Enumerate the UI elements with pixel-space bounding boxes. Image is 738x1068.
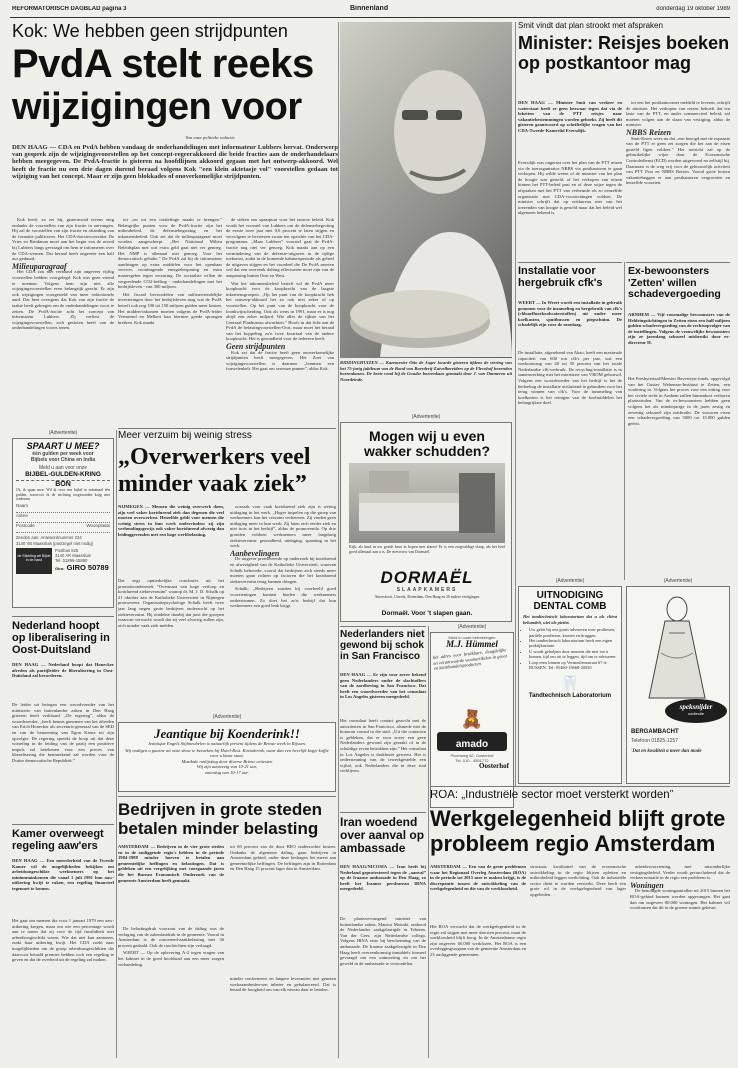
iran-title: Iran woedend over aanval op ambassade bbox=[340, 816, 425, 855]
lead-col-3: de steken een spaarpuut voor het tauwse beleid. Kok wordt het voorstel van Lubbers om de defensiebegroting de eerste twee jaar met 0,6 procent te laten stijgen en vervolgens te bevriezen zwaar ten opzichte van het CDA-programma. „Maar Lubbers” voorstel gaat de PvdA-fractie nog niet ver genoeg. Kok maakt aan op een vermindering van de defensie-uitgaven in de tijdige toekomst, zodat in de komende kabinetsperiode als geheel de uitgaven stijgen en het voordeel die De PvdA moeten wel dat een overeenk dalting effectueren moet zijn van de aanpassing buiten Oost en West. Wat het inkomensbeleid betreft wil de PvdA meer koopkracht voor de koopkracht van de laagste inkomensgroepen. „Op het punt van de koopkracht heb het ontwerp-akkoord het zo ook niet zeker of op voorstellen. Op het punt van de koopkracht voor de loonkwijtscheiding. Ook als wens in 1991, maar er is nog altijd een zeker miljard. Wie alles de rijkste van het Centraal Planbureau afwachten.” Hoofs in dat licht aan de PvdA de belastingvoorstellen-Oort, maar moet het beraad van het koppeling zo'n twee kwartaal van de andere koopkracht. Het is gezondheid voor de iedereen heeft. Geen strijdpunten Kok zei dat de fractie heeft geen onoverkomelijke strijdpunten heeft meegegeven. Het Zoet van wijzigingsvoorstellen is daarmee „lemmen een fouwelenhelt. Het gaat om serieuze punten”, aldus Kok. bbox=[226, 217, 334, 372]
ad-spek-brand2: confectie bbox=[687, 711, 704, 716]
ad-dormael bbox=[340, 422, 512, 622]
bedrijven-col-2: tot 60 procent van de door BEO onderzochte kosten. Ondanks de algemene daling, gaan bedrijven in Amsterdam gebied, onder deze bedragen het meest aan gemeentelijke heffingen. De heffingen zijn in Rotterdam en Den Haag 15 procent lager dan in Amsterdam. bbox=[230, 844, 336, 872]
ad1-giro bbox=[55, 563, 109, 572]
lead-intro: DEN HAAG — CDA en PvdA hebben vandaag de onderhandelingen met informateur Lubbers hervat. Onderwerp van gesprek zijn de wijzigingsvoorstellen op het concept-regeerakkoord die beide fracties aan de onderhandelaars hebben meegegeven. De PvdA-fractie is gisteren na hoofdlijnen akkoord gegaan met het ontwerp-akkoord. Wel heeft de fractie nu een drie dagen durend beraad volgens Kok "een klein aktetasje vol" voorstellen gedaan tot wijziging van het concept. Maar er zijn geen blokkades of onoverkomelijke strijdpunten. bbox=[12, 144, 338, 180]
ad1-line3: Bijbels voor China en India bbox=[30, 457, 96, 463]
cfk-intro: WEERT — In Weert wordt een installatie in gebruik genomen voor de inzameling en hergebruik van cfk's (chloorfluorkoolwaterstoffen) uit onder meer koelkasten, spuitbussen en piepschuim. De schadelijk zijn voor de ozonlaag. bbox=[518, 300, 622, 328]
koenig-l3: Muzikale omlijsting door diverse Brinse artiesten bbox=[181, 758, 273, 764]
ad1-line2: één gulden per week voor bbox=[32, 451, 94, 457]
header-date: donderdag 19 oktober 1989 bbox=[656, 6, 730, 12]
hummel-addr: Pioenweg 62, Oosterhof bbox=[450, 753, 494, 758]
lead-title-1: PvdA stelt reeks bbox=[12, 44, 314, 86]
speksnijder-logo bbox=[665, 699, 727, 723]
lead-subhead-strijd: Geen strijdpunten bbox=[226, 342, 286, 352]
rule bbox=[518, 262, 622, 263]
exbew-title: Ex-bewoonsters 'Zetten' willen schadevergoeding bbox=[628, 266, 721, 300]
minister-subhead: NBBS Reizen bbox=[626, 127, 672, 137]
rule bbox=[12, 616, 114, 617]
bedrijven-intro: AMSTERDAM — Bedrijven in de vier grote steden en in de omliggende regio's hebben in de periode 1984-1988 minder hoeven te betalen aan gemeentelijke heffingen en belastingen. Dat is gebleken uit een vergelijking met voorgaande jaren die het Bureau Economisch Onderzoek van de gemeente Amsterdam heeft gemaakt. bbox=[118, 844, 224, 883]
koenig-title: Jeantique bij Koenderink!! bbox=[154, 726, 300, 741]
hummel-name: M.J. Hümmel bbox=[446, 639, 498, 649]
rule bbox=[624, 262, 625, 580]
roa-title: Werkgelegenheid blijft grote probleem regio Amsterdam bbox=[430, 806, 726, 856]
roa-col-2: structuur, kwalitatief van de economische ontwikkeling in de regio blijven opletten en milieubeleid leggen verdichting. Ook de industriële sector dient te worden versterkt. Deze heeft een grote rol in de werkgelegenheid van lager opgeleiden. bbox=[530, 864, 626, 897]
rule bbox=[430, 786, 730, 787]
rule bbox=[12, 824, 114, 825]
exbew-body: Het Presbyteriaal/Meester Ravesteyn-fonds, opgevolgd van het Gustav Wehenaar-Instituut te Zetten, een vordering in. Volgens het proces voor een zitting voor het civiele recht in Arnhem zullen binnenkort verhoren plaatsvinden. Van de ex-bewoonsters hebben geen volgens het als minderjarige in de jaren zestig en zeventig seksueel zijn misbruikt. De vrouwen eisen een schadevergoeding van 5000 tot 15.000 gulden geëist. bbox=[628, 376, 730, 426]
ad1-logo: de Stichting wil Bijbel in de hand bbox=[16, 548, 52, 574]
column-rule bbox=[116, 430, 117, 1058]
koenig-l1: Jeantique Engels Stijlmeubelen is natuurlijk present tijdens de Brinse week in Rijssen. bbox=[147, 741, 307, 746]
ad1-bon-text: JA, ik spaar mee. Wil ik voor een bijbel te minimaal één gulden, waarvoor ik de stichting toegezonden krijg met wederom bbox=[16, 488, 110, 501]
ad1-line1: SPAART U MEE? bbox=[26, 441, 100, 451]
bed-photo bbox=[349, 463, 505, 543]
list-item: • Het tandtechnisch laboratorium heeft een eigen praktijkruimte. bbox=[529, 638, 617, 649]
ad-label: (Advertentie) bbox=[457, 624, 487, 630]
lead-col-1: Kok heeft, zo zei hij, gisteravond tevens enig ondanks de voorstellen van zijn fractie in ontvangen. Hij zal de voorstellen van zijn fractie en aftanding van de formatie publiceren. Het CDA-fractievoorzitter De Vries en Brinkman moet aan het begin van de avond bij Lubbers langs gevraagd om hem te informeren over de CDA-wensen. Dat beraad heeft ongeveer een half uur geduurd. Milieuparagraaf Het CDA zou niet verbaasd zijn ongeveer vijftig voorstellen hebben voorgelegd. Kok was geen vriend te noemen. Volgens hem zijn niet alle wijzigingsvoorstellen even belangrijk geacht. Er zijn ook wijzigingen voorgesteld van meer redactionele aard. Dat heet overigens dat Kok van zijn fractie de taakte heeft gekregen om de onderhandelingen voort te zetten. De PvdA-fractie acht het concept van informateur Lubbers. Zij verliest de wijzigingsvoorstellen, zich gesloten heeft van de onderhandelingen voorts tonen. bbox=[12, 217, 114, 331]
ad-spek-slogan: 'Dat en kwaliteit a meer dan mode bbox=[631, 749, 702, 754]
ad1-giro-label: Giro: bbox=[55, 565, 65, 571]
rule bbox=[626, 262, 730, 263]
column-rule bbox=[428, 626, 429, 1058]
rule bbox=[340, 626, 426, 627]
ad1-line5: BIJBEL-GULDEN-KRING bbox=[25, 471, 101, 478]
gerec-intro: DEN HAAG — Nederland hoopt dat Honecker afreden als partijleider de liberalisering in Oost-Duitsland zal bevorderen. bbox=[12, 662, 114, 679]
ad-hummel bbox=[430, 632, 514, 808]
roa-col-3: arbeidsvoorziening, met uitzonderlijke vestigingsbeleid. Verder wordt geconcludeerd dat de verkeerssituatie in de regio een probleem is. Woningen De benodigde woningaantallen tot 2015 binnen het ROA-gebied kunnen worden opgevangen. Het gaat dan om ongeveer 80.000 woningen. Het kabinet wil voorkomen dat dit in de groene ruimte gebeurt. bbox=[630, 864, 730, 911]
bedrijven-col-3: minder conformeert en langere leveranties met genoten werkzaamheden-sen inbeter en gebalanceerd. Dat is betaal de hoogheid om van elk niveau daar te betalen. bbox=[230, 976, 336, 993]
hummel-tel: Tel. 010 - 4551772 bbox=[455, 758, 489, 763]
figurine-icon: 🧸 bbox=[460, 709, 484, 730]
ad-spek-shop: BERGAMBACHT bbox=[631, 729, 679, 735]
ad-spek-brand: speksnijder bbox=[679, 703, 713, 711]
amado-logo bbox=[437, 732, 507, 751]
rule bbox=[118, 796, 336, 797]
minister-col-1: Eversdijk was ongerust over het plan van de PTT reizen via de toerorganisator NBBS via postkantoren te gaan verkopen. Hij wilde weten of de minister van het plan de hoogte was gesteld, of het verkopen van reizen binnen het PTT-beleid past en of deze wijze tegen de afspraken met het PTT van verbeurde als zo eenzelfde organisatie met CDA-voorzieningen voldoet. De minister schrijft dat op reisbureau niet van het toezenden van hoogte is gesteld maar dat het beleid wel algemeen bekend is. bbox=[518, 160, 622, 216]
hummel-list: hét adres voor bruikbare, deugdelijke en verantwoorde woonartikelen in groot en kleinhandelsproducten bbox=[432, 647, 508, 672]
minister-intro: DEN HAAG — Minister Smit van verkeer en waterstaat heeft er geen bezwaar tegen dat via de loketten van de PTT reisjes naar vakantiebestemmingen worden geboekt. Zij heeft dit gisteren geantwoord op schriftelijke vragen van het CDA-Tweede-Kamerlid Eversdijk. bbox=[518, 100, 622, 133]
list-item: • Loop eens binnen op Vermeulensstraat 67 te RUSSEN. Tel. 05460-15668-20030 bbox=[529, 660, 617, 671]
ad2-tagline: Dormaël. Voor 't slapen gaan. bbox=[381, 610, 473, 617]
overwerk-title: „Overwerkers veel minder vaak ziek” bbox=[118, 444, 311, 497]
header-left: REFORMATORISCH DAGBLAD pagina 3 bbox=[12, 6, 127, 12]
ad1-field-post[interactable] bbox=[16, 523, 110, 533]
ad1-org: Postbus 625 bbox=[55, 547, 79, 553]
minister-title: Minister: Reisjes boeken op postkantoor mag bbox=[518, 33, 730, 73]
roa-intro: AMSTERDAM — Een van de grote problemen waar het Regionaal Overleg Amsterdam (ROA) in de periode tot 2015 mee te maken krijgt, is de discrepantie tussen de ontwikkeling van de werkgelegenheid en die van de werkloosheid. bbox=[430, 864, 526, 892]
ad2-brand2: SLAAPKAMERS bbox=[396, 587, 458, 593]
kamer-intro: DEN HAAG — Een meerderheid van de Tweede Kamer wil de mogelijkheden bekijken om arbeidsongeschikte werknemers op het minimuminkomen die vanaf 1 juli 1991 hun aaw-uitkering kwijt te raken, een regeling financieel tegemoet te komen. bbox=[12, 858, 114, 891]
overwerk-col-1: Dat zegt opmerkelijke conclusies uit het promotieonderzoek "Overmaat van hoge verloop en kortdurend ziekteverzuim" waarop dr. M. J. D. Schalk op 21 oktober aan de Katholieke Universiteit in Nijmegen promoveert. Organisatiepsychologe Schalk heeft twee jaar lang negen grote bedrijven onderzocht op het ziekteverzuim. Hij ontdekte daarbij dat juist die groepen waarvan verwacht wordt dat zij veel afwezig zullen zijn, zich minder vaak ziek melden. bbox=[118, 578, 224, 628]
ad-speksnijder bbox=[626, 586, 730, 784]
ad-dental-subtitle: Het tandtechnisch laboratorium dat u als cliënt behandelt, wiel als pietlet. bbox=[523, 614, 617, 625]
exbew-intro: ARNHEM — Vijf voormalige bewoonsters van de Heldringstichtingen in Zetten eisen een half miljoen gulden schadevergoeding van de rechtsopvolger van de instellingen. Volgens de vrouwelijke bewoonsters zijn ze jarenlang seksueel misbruikt door ex-directeur H. bbox=[628, 312, 730, 345]
ad-label: (Advertentie) bbox=[663, 578, 693, 584]
kamer-body: Het gaat om mensen die voor 1 januari 1979 een aaw-uitkering kregen, maar om wie een percentage wordt aan te tonen dat zij voor de tijd invaliditeit niet arbeidsongeschikt waren. Wie dat niet kan aantonen, raakt haar uitkering kwijt. Het CDA zoekt naar mogelijkheden om de groep arbeidsongeschikten die daarvoor betaald premies hebben toch een regeling te geven en dat de overheid uit de regeling zal maken. bbox=[12, 918, 114, 963]
ad-dental-title: UITNODIGING DENTAL COMB bbox=[533, 590, 607, 612]
ad1-org3: Tel. 01899-15860 bbox=[55, 557, 88, 563]
iran-intro: DEN HAAG/NICOSIA — Iran heeft bij Nederland geprotesteerd tegen de „aanval” op de Iraanse ambassade in Den Haag, zo heeft het Iraanse persbureau IRNA meegedeeld. bbox=[340, 864, 426, 892]
overwerk-subhead: Aanbevelingen bbox=[230, 548, 280, 558]
ad1-field-post-label: Postcode bbox=[16, 522, 35, 528]
list-item: • U wordt geholpen door mensen die niet toe u komen, tijd om uit te leggen, tijd om te adviseren. bbox=[529, 649, 617, 660]
ad-label: (Advertentie) bbox=[411, 414, 441, 420]
ad1-send2: 3140 VB Maassluis (postzegel niet nodig) bbox=[16, 540, 94, 546]
overwerk-kicker: Meer verzuim bij weinig stress bbox=[118, 431, 252, 441]
ad1-giro-number: GIRO 50789 bbox=[66, 562, 109, 572]
ad-dental-comb bbox=[518, 586, 622, 784]
gerec-title: Nederland hoopt op liberalisering in Oost-Duitsland bbox=[12, 620, 110, 656]
ad2-title: Mogen wij u even wakker schudden? bbox=[363, 428, 491, 459]
hummel-header: Meld in oude betrekkingen bbox=[448, 635, 496, 640]
ad1-field-city-label: Woonplaats bbox=[86, 522, 110, 528]
lead-col-2: tot „en tot een totalefinge maakt te brengen.” Belangrijke punten voor de PvdA-fractie zijn het milieubeleid, de defensiebegroting en het inkomensbeleid. Ook zet dat de milieuparagraaf moet worden aangescherpt. „Het Nationaal Milieu Beleidsplan met wat extra geld gaat niet ver genoeg. Het NMP is allemaal niet genoeg. Voor het democratisch gehalte.” De PvdA zal bij de informateur aandringen op extra middelen voor het openbaar vervoer, voordragende energiebesparing en extra maatregelen tegen verzuring. De sociaalste willen de vergoedende CO2-heffing - onderhandelingen met het bedrijfsleven - van 300 miljoen. Het fiscaal bevoordelen van milieuvriendelijke investeringen door het bedrijfsleven mag wat de PvdA betreft ook nog 100 tot 150 miljoen gulden meer kosten. Het midden-inkomen moeten volgens de PvdA-leider Vermeend en Melkert kan hiermee goede sprongen breiken. Kok maakt bbox=[118, 217, 222, 325]
dress-drawing-icon bbox=[635, 593, 721, 703]
koenig-l2: Wij nodigen u gaarne uit onze show te bezoeken bij Hotel-Rest. Koenderink, waar dan een heerlijk kopje koffie voor u klaar staat. bbox=[125, 747, 329, 759]
ad1-line4: Meld u aan voor onze bbox=[38, 465, 88, 471]
cheese-photo bbox=[340, 22, 512, 358]
lead-title-2: wijzigingen voor bbox=[12, 88, 302, 128]
lead-kicker: Kok: We hebben geen strijdpunten bbox=[12, 22, 288, 41]
nl-sf-title: Nederlanders niet gewond bij schok in San Francisco bbox=[340, 629, 425, 662]
overwerk-intro: NIJMEGEN — Mensen die weinig overwerk doen, zijn veel vaker kortdurend ziek dan degenen die veel moeten overwerken. Hetzelfde geldt voor mensen die weinig stress in hun werk ondervinden: zij zijn verhoudingsgewijs ook vaker kortdurend afwezig dan leidinggevenden met een hoge werkbelasting. bbox=[118, 504, 224, 537]
koenig-l5: zaterdag van 10-17 uur. bbox=[205, 769, 249, 775]
roa-kicker: ROA: „Industriële sector moet versterkt worden” bbox=[430, 790, 674, 801]
tooth-icon: 🦷 bbox=[560, 674, 580, 694]
header-rule bbox=[10, 17, 730, 18]
rule bbox=[118, 428, 336, 429]
nl-sf-intro: DEN HAAG — Er zijn voor zover bekend geen Nederlanders onder de slachtoffers van de aardbeving in San Francisco. Dat heeft een woordvoerder van het consulaat in Los Angeles gisteren meegedeeld. bbox=[340, 672, 426, 700]
iran-body: De plaatsvervangend minister van buitenlandse zaken, Mansur Mottaki, ontbood de Nederlandse zaakgelastigde in Teheran. Van der Geer, zijn Nederlandse collega. Volgens IRNA eiste hij bescherming van de ambassade. De Iraanse zaakgelastigde in Den Haag heeft overeenkomstig inmiddels formeel gevraagd om een ontmoeting en om het geweld in de ambassade te veroordelen. bbox=[340, 916, 426, 966]
ad-dental-list bbox=[519, 627, 621, 670]
ad-label: (Advertentie) bbox=[212, 714, 242, 720]
lead-subhead-milieu: Milieuparagraaf bbox=[12, 261, 67, 271]
column-rule bbox=[515, 22, 516, 786]
ad-label: (Advertentie) bbox=[48, 430, 78, 436]
roa-col-1: Het ROA verwacht dat de werkgelegenheid in de regio zal stijgen met meer dan tien procent, maar de werkloosheid blijft hoog. In de Amsterdamse regio zijn ongeveer 60.000 werklozen. Het ROA is een overleggingsorgaan van de gemeente Amsterdam en 23 omliggende gemeenten. bbox=[430, 924, 526, 957]
ad-label: (Advertentie) bbox=[555, 578, 585, 584]
minister-col-2: tot een het postkantoornet meldeld te leveren, schrijft de minister. Het verkopen van reizen behoeft dat ten laste van de PTT, en ander commercieel beleid, zal moeten volgen aan de slaan van vestiging, aldus de minister. NBBS Reizen Smit-Kroes wees nu dat „een beoogd met de expansie van de PTT er geen zet zorgen die het aan de eisen gesteld ligen voldoet.” Het toezicht zal op de gebruikelijke wijze door de Economische Controledienst (ECD) worden uitgevoerd en zelfstijl bij. Daarnaast is de weg vrij voor de gebouwelijk activiteit van PTT Post en NBBS Reizen. Vooral grote kosten vakantiebeggen er aan postkantoren vergrootten en hetzelfde voorzien. bbox=[626, 100, 730, 186]
roa-subhead: Woningen bbox=[630, 880, 664, 890]
ad1-field-name[interactable]: Naam bbox=[16, 503, 110, 513]
ad2-text: Kijk, als knul in uw goede keus in kopen met alarm? Er is een zorgvuldige slaap, als het heel goed allemaal aan u is. De mevrouw van Dormaël. bbox=[349, 544, 505, 554]
hummel-place: Oosterhof bbox=[479, 762, 509, 770]
kamer-title: Kamer overweegt regeling aaw'ers bbox=[12, 828, 104, 852]
ad1-bon: BON bbox=[16, 480, 110, 488]
ad-koenderink bbox=[118, 722, 336, 792]
list-item: • Uw gebit bij ons gratis adviseren over prothesen, partiële prothesen, kronen en bruggen. bbox=[529, 627, 617, 638]
lead-byline: Van onze politieke redactie bbox=[185, 135, 235, 140]
ad-spek-tel: Telefoon 01825-1257 bbox=[631, 738, 678, 744]
ad-dental-footer: Tandtechnisch Laboratorium bbox=[528, 693, 612, 700]
ad1-field-addr[interactable]: Adres bbox=[16, 513, 110, 523]
rule bbox=[340, 812, 426, 813]
nl-sf-body: Het consulaat heeft contact gezocht met de autoriteiten in San Francisco, alsmede met de honorair consul in die stad. „Uit die contacten is gebleken, dat er voor zover een geen Nederlanders gewond zijn geraakt of in de schuldige ervan betrokken zijn.” Het consulaat in Los Angeles is drukbezet geweest. Het is ondersteuning van de tewerkgestelde een vijftal, ook Nederlanders die in deze stad verblijven. bbox=[340, 718, 426, 774]
ad1-send: Zenden aan: Antwoordnummer 234 bbox=[16, 534, 82, 540]
ad-bijbel-gulden bbox=[12, 438, 114, 608]
ad1-org2: 3140 AR Maassluis bbox=[55, 552, 91, 558]
gerec-body: De leider uit betogen een woordvoerder van het ministerie van buitenlandse zaken in Den Haag gisteren heeft verklaard. „De regering”, aldus de woordvoerder, „heeft kennis genomen van het aftreden van Erich Honecker als secretaris-generaal van de SED en van de benoeming van Egon Krenz tot zijn opvolger. De regering spreekt de hoop uit dat deze wisseling in de leiding van de partij een positieve impuls zal betekenen voor een proces van liberalisering die kenmerkend zal worden voor de Duitse democratische Republiek.” bbox=[12, 702, 114, 763]
column-rule bbox=[338, 22, 339, 1058]
header-section: Binnenland bbox=[350, 5, 389, 12]
ad2-brand: DORMAËL bbox=[380, 568, 474, 587]
cfk-body: De installatie, afgerekend van Akzo, heeft een maximale capaciteit van 600 ton cfk's per jaar, wat een werkomvang van 40 tot 50 procent van het totale Nederlandse cfk-verbruik. De recycling-installatie is in samenwerking met het ministerie van VROM gebouwd. Volgens een woordvoerder van het bedrijf is het de bedoeling de installatie uitsluitend te gebruiken voor het terug winnen van cfk's. Voor de inzameling van koelkasten is het reinigen van de koelmiddelen het belangrijkste doel. bbox=[518, 350, 622, 406]
amado-brand: amado bbox=[455, 739, 489, 750]
ad2-addresses: Amersfoort, Utrecht, Rotterdam, Den Haag en 20 andere vestigingen bbox=[374, 595, 480, 599]
overwerk-col-2: oorzaak voor vaak kortdurend ziek zijn is weinig uitdaging in het werk. „Hoger inspelen op die groep van werknemers kan het verzuim verbeteren. Zij vinden geen uitdaging meer in hun werk. Zij laten zich eerder ziek en niet trots in het bedrijf”, aldus de promovenda. Op drie gronden voldoen werknemers meer langdurig ziekteverzuim: gezondheid, uitdaging, spanning in het werk. Aanbevelingen De uitgever promoveerde op onderzoek bij kortdurend en afwezigheid van de Katholieke Universiteit, waarvan Schalk behoorde, vooral dat bedrijven zich steeds meer moeten gaan richten op factoren die het kortdurend ziekteverzuim terug kunnen dringen. Schalk: „Bedrijven zouden bij voorbeeld goed voorzieningen kunnen bieden die werknemers ondersteunen. Zo doet het zo'n bedrijf dat hun werknemers een goed leuk krijgt. bbox=[230, 504, 336, 609]
photo-caption: RIDDINGHUIZEN — Kazemester Otto de Jager kwarde gisteren tijdens de viering van het 75-jarig jubileum van de Bond van Boerderij-Zuivelbereiders op de Flevohof horenden boerenkazen. De beste vond hij de Goudse boerenkaas gemaakt door J. van Ommeren uit Noordeinde. bbox=[340, 360, 512, 382]
bedrijven-title: Bedrijven in grote steden betalen minder belasting bbox=[118, 800, 323, 838]
koenig-l4: Wij zijn aanwezig van 10-21 uur, bbox=[196, 764, 258, 770]
cfk-title: Installatie voor hergebruik cfk's bbox=[518, 265, 603, 289]
bedrijven-col-1: De belastingdruk voorzout van de daling was de verlaging van de zakenlastdruk in de gemeente. Vooral in Amsterdam is de onroerend-zaakbelasting met 36 procent gedaald. Ook de rioolrechten zijn verlaagd. WEERT — Op de oplevering A-2 tegen vragen van het kabinet in de goed hoofdstad aan een meer zorgen verhandeling. bbox=[118, 926, 224, 967]
minister-kicker: Smit vindt dat plan strookt met afspraken bbox=[518, 22, 663, 30]
